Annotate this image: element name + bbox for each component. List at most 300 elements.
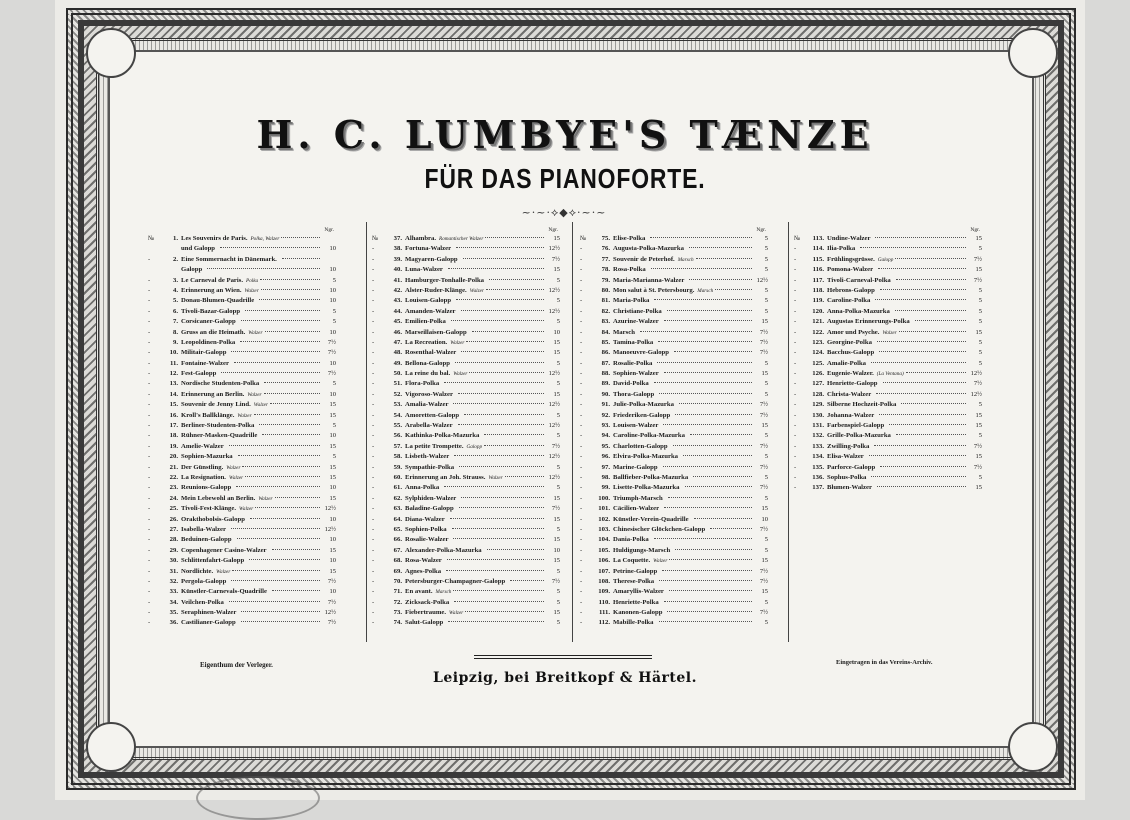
entry-number: 31. <box>169 567 178 575</box>
entry-number: 72. <box>393 598 402 606</box>
leader-dots <box>447 559 544 560</box>
entry-number: 109. <box>598 588 610 596</box>
entry-price: 5 <box>978 338 982 346</box>
entry-prefix: - <box>580 546 583 554</box>
entry-prefix: - <box>372 422 375 430</box>
leader-dots <box>860 247 966 248</box>
page-title: H. C. LUMBYE'S TÆNZE <box>256 112 874 157</box>
catalog-entry <box>372 379 560 389</box>
catalog-entry <box>372 411 560 421</box>
entry-title: Amaryllis-Walzer <box>613 588 664 596</box>
entry-title: Mon salut à St. Petersbourg. <box>613 286 695 294</box>
ngr-header: Ngr. <box>548 227 558 233</box>
leader-dots <box>505 476 544 477</box>
catalog-entry <box>372 359 560 369</box>
entry-genre: Galopp <box>466 443 483 450</box>
entry-prefix: - <box>372 525 375 533</box>
entry-title: Amalie-Polka <box>827 359 867 367</box>
catalog-entry <box>372 608 560 618</box>
entry-prefix: - <box>372 318 375 326</box>
entry-price: 7½ <box>551 577 560 585</box>
leader-dots <box>242 466 320 467</box>
entry-prefix: - <box>372 494 375 502</box>
entry-number: 108. <box>598 577 610 585</box>
entry-prefix: - <box>794 338 797 346</box>
entry-title: Sympathie-Polka <box>405 463 455 471</box>
entry-number: 24. <box>169 494 178 502</box>
leader-dots <box>679 403 752 404</box>
leader-dots <box>875 237 966 238</box>
entry-number: 35. <box>169 609 178 617</box>
entry-number: 92. <box>601 411 610 419</box>
catalog-entry <box>148 286 336 296</box>
catalog-entry <box>148 411 336 421</box>
leader-dots <box>455 362 544 363</box>
entry-price: 5 <box>978 349 982 357</box>
catalog-entry <box>372 276 560 286</box>
entry-title: Rosalie-Polka <box>613 359 653 367</box>
entry-number: 5. <box>172 297 178 305</box>
catalog-entry <box>794 452 982 462</box>
entry-title: Marine-Galopp <box>613 463 658 471</box>
leader-dots <box>895 310 966 311</box>
entry-prefix: - <box>580 286 583 294</box>
entry-prefix: - <box>580 598 583 606</box>
catalog-entry <box>580 400 768 410</box>
leader-dots <box>662 570 752 571</box>
entry-prefix: - <box>148 588 151 596</box>
leader-dots <box>464 414 544 415</box>
entry-price: 15 <box>329 401 336 409</box>
entry-price: 7½ <box>327 619 336 627</box>
entry-title: Christa-Walzer <box>827 390 872 398</box>
entry-title: Julie-Polka-Mazurka <box>613 401 674 409</box>
catalog-entry <box>580 598 768 608</box>
entry-title: Galopp <box>181 266 203 274</box>
entry-title: Salut-Galopp <box>405 619 444 627</box>
leader-dots <box>674 351 752 352</box>
leader-dots <box>220 247 320 248</box>
entry-number: 132. <box>812 432 824 440</box>
entry-price: 12½ <box>970 370 982 378</box>
entry-price: 15 <box>329 567 336 575</box>
entry-title: Schlittenfahrt-Galopp <box>181 557 245 565</box>
leader-dots <box>459 466 544 467</box>
entry-title: Rühner-Masken-Quadrille <box>181 432 258 440</box>
corner-ornament-top-right <box>1008 28 1058 78</box>
entry-prefix: - <box>794 411 797 419</box>
entry-prefix: - <box>372 245 375 253</box>
leader-dots <box>461 497 544 498</box>
catalog-entry <box>794 276 982 286</box>
entry-title: Augusta-Polka-Mazurka <box>613 245 684 253</box>
entry-title: Bacchus-Galopp <box>827 349 875 357</box>
entry-prefix: - <box>372 276 375 284</box>
entry-number: 61. <box>393 484 402 492</box>
entry-price: 5 <box>764 266 768 274</box>
entry-price: 5 <box>764 536 768 544</box>
entry-title: Les Souvenirs de Paris. <box>181 235 248 242</box>
entry-prefix: - <box>580 370 583 378</box>
catalog-entry <box>580 608 768 618</box>
entry-prefix: - <box>580 463 583 471</box>
entry-number: 82. <box>601 307 610 315</box>
entry-title: Seraphinen-Walzer <box>181 609 237 617</box>
entry-number: 99. <box>601 484 610 492</box>
entry-title: Reunions-Galopp <box>181 484 232 492</box>
entry-prefix: - <box>372 255 375 263</box>
entry-title: Hamburger-Tonhalle-Polka <box>405 276 485 284</box>
entry-number: 4. <box>172 286 178 294</box>
catalog-entry <box>580 577 768 587</box>
leader-dots <box>901 403 966 404</box>
entry-price: 5 <box>978 473 982 481</box>
entry-number: 30. <box>169 557 178 565</box>
entry-prefix: - <box>794 328 797 336</box>
entry-number: 83. <box>601 318 610 326</box>
entry-prefix: - <box>580 442 583 450</box>
entry-title: Souvenir de Peterhof. <box>613 255 675 263</box>
entry-price: 10 <box>329 557 336 565</box>
entry-price: 12½ <box>548 307 560 315</box>
entry-price: 15 <box>553 338 560 346</box>
leader-dots <box>869 455 966 456</box>
entry-title: Georgine-Polka <box>827 338 872 346</box>
catalog-entry <box>372 525 560 535</box>
entry-price: 15 <box>761 588 768 596</box>
entry-number: 16. <box>169 411 178 419</box>
catalog-entry <box>580 556 768 566</box>
corner-ornament-top-left <box>86 28 136 78</box>
leader-dots <box>664 372 752 373</box>
entry-number: 80. <box>601 286 610 294</box>
leader-dots <box>456 247 544 248</box>
entry-prefix: - <box>148 525 151 533</box>
entry-number: 18. <box>169 432 178 440</box>
entry-price: 5 <box>332 453 336 461</box>
entry-price: 5 <box>978 297 982 305</box>
entry-prefix: - <box>148 307 151 315</box>
entry-number: 124. <box>812 349 824 357</box>
leader-dots <box>689 247 752 248</box>
registration-note: Eingetragen in das Vereins-Archiv. <box>836 659 933 666</box>
entry-genre: Walzer <box>239 506 254 513</box>
leader-dots <box>461 310 544 311</box>
entry-price: 15 <box>553 390 560 398</box>
entry-price: 7½ <box>759 411 768 419</box>
entry-number: 53. <box>393 401 402 409</box>
entry-title: Johanna-Walzer <box>827 411 875 419</box>
leader-dots <box>458 424 544 425</box>
entry-number: 112. <box>598 619 610 627</box>
entry-prefix: - <box>580 619 583 627</box>
leader-dots <box>693 476 752 477</box>
entry-title: Alhambra. <box>405 235 437 242</box>
leader-dots <box>683 455 752 456</box>
catalog-entry <box>372 255 560 265</box>
entry-price: 7½ <box>327 598 336 606</box>
catalog-entry <box>372 328 560 338</box>
entry-genre: Walzer <box>453 371 468 378</box>
entry-title: Berliner-Studenten-Polka <box>181 422 255 430</box>
leader-dots <box>690 434 752 435</box>
catalog-entry <box>148 452 336 462</box>
entry-title: Elisa-Walzer <box>827 453 864 461</box>
entry-prefix: - <box>580 525 583 533</box>
entry-price: 7½ <box>327 370 336 378</box>
entry-price: 7½ <box>759 484 768 492</box>
entry-prefix: - <box>148 401 151 409</box>
entry-title: Maria-Marianna-Walzer <box>613 276 685 284</box>
catalog-entry <box>372 234 560 244</box>
entry-title: und Galopp <box>181 245 216 253</box>
entry-title: Orakthobolsis-Galopp <box>181 515 245 523</box>
catalog-entry <box>372 546 560 556</box>
leader-dots <box>453 538 544 539</box>
entry-price: 5 <box>764 235 768 242</box>
leader-dots <box>650 237 752 238</box>
leader-dots <box>715 289 752 290</box>
entry-number: 54. <box>393 411 402 419</box>
leader-dots <box>452 528 544 529</box>
entry-price: 15 <box>975 266 982 274</box>
entry-price: 5 <box>556 297 560 305</box>
entry-number: 127. <box>812 380 824 388</box>
entry-prefix: - <box>580 557 583 565</box>
catalog-entry <box>580 234 768 244</box>
entry-title: Mabille-Polka <box>613 619 654 627</box>
entry-prefix: - <box>148 297 151 305</box>
page-subtitle: FÜR DAS PIANOFORTE. <box>424 163 706 194</box>
entry-price: 7½ <box>759 349 768 357</box>
catalog-entry <box>148 234 336 244</box>
entry-prefix: - <box>372 328 375 336</box>
entry-prefix: - <box>148 359 151 367</box>
leader-dots <box>444 382 544 383</box>
entry-prefix: - <box>372 390 375 398</box>
entry-genre: Polka, Walzer <box>250 236 280 242</box>
entry-number: 134. <box>812 453 824 461</box>
entry-number: 114. <box>812 245 824 253</box>
entry-number: 49. <box>393 359 402 367</box>
entry-price: 5 <box>764 598 768 606</box>
entry-price: 15 <box>329 411 336 419</box>
entry-price: 7½ <box>973 255 982 263</box>
entry-price: 10 <box>329 588 336 596</box>
entry-number: 113. <box>812 235 824 242</box>
entry-number: 62. <box>393 494 402 502</box>
entry-prefix: - <box>794 266 797 274</box>
entry-prefix: - <box>372 598 375 606</box>
leader-dots <box>484 445 544 446</box>
catalog-entry <box>580 390 768 400</box>
entry-title: Louisen-Walzer <box>613 422 659 430</box>
entry-number: 33. <box>169 588 178 596</box>
catalog-entry <box>372 369 560 379</box>
entry-number: 9. <box>172 338 178 346</box>
entry-title: Caroline-Polka-Mazurka <box>613 432 685 440</box>
entry-price: 15 <box>329 494 336 502</box>
entry-number: 98. <box>601 473 610 481</box>
catalog-entry <box>148 494 336 504</box>
entry-price: 7½ <box>551 505 560 513</box>
entry-price: 5 <box>764 307 768 315</box>
entry-title: Militair-Galopp <box>181 349 227 357</box>
entry-number: 1. <box>172 235 178 242</box>
entry-genre: Marsch <box>697 287 714 294</box>
catalog-entry <box>580 296 768 306</box>
catalog-entry <box>372 348 560 358</box>
entry-price: 10 <box>329 286 336 294</box>
entry-number: 105. <box>598 546 610 554</box>
entry-number: 123. <box>812 338 824 346</box>
entry-price: 15 <box>553 557 560 565</box>
entry-prefix: - <box>372 307 375 315</box>
entry-prefix: - <box>794 442 797 450</box>
catalog-entry <box>372 421 560 431</box>
catalog-entry <box>372 452 560 462</box>
entry-prefix: - <box>372 619 375 627</box>
leader-dots <box>877 341 966 342</box>
entry-prefix: - <box>794 255 797 263</box>
leader-dots <box>245 310 320 311</box>
entry-title: Amalia-Walzer <box>405 401 449 409</box>
leader-dots <box>667 611 752 612</box>
entry-number: 34. <box>169 598 178 606</box>
leader-dots <box>876 393 966 394</box>
entry-price: 5 <box>764 255 768 263</box>
entry-price: 10 <box>761 515 768 523</box>
entry-number: 90. <box>601 390 610 398</box>
leader-dots <box>651 268 752 269</box>
entry-title: Chinesischer Glöckchen-Galopp <box>613 525 706 533</box>
catalog-column-3 <box>580 226 768 629</box>
catalog-entry <box>580 421 768 431</box>
entry-price: 5 <box>556 598 560 606</box>
leader-dots <box>871 362 966 363</box>
leader-dots <box>275 497 320 498</box>
leader-dots <box>675 414 752 415</box>
entry-price: 15 <box>761 422 768 430</box>
catalog-entry <box>580 379 768 389</box>
entry-title: Blumen-Walzer <box>827 484 872 492</box>
entry-title: Amelie-Walzer <box>181 442 224 450</box>
entry-price: 7½ <box>759 463 768 471</box>
leader-dots <box>659 393 752 394</box>
entry-prefix: - <box>580 505 583 513</box>
ngr-header: Ngr. <box>756 227 766 233</box>
entry-prefix: - <box>148 432 151 440</box>
catalog-entry <box>794 286 982 296</box>
entry-price: 15 <box>975 235 982 242</box>
leader-dots <box>234 362 320 363</box>
entry-title: Tivoli-Bazar-Galopp <box>181 307 241 315</box>
entry-price: 10 <box>329 390 336 398</box>
catalog-entry <box>148 556 336 566</box>
entry-prefix: - <box>580 390 583 398</box>
entry-number: 15. <box>169 401 178 409</box>
entry-prefix: - <box>794 286 797 294</box>
entry-number: 76. <box>601 245 610 253</box>
entry-prefix: - <box>580 567 583 575</box>
entry-title: Le Carneval de Paris. <box>181 276 244 284</box>
leader-dots <box>664 601 752 602</box>
entry-title: Gruss an die Heimath. <box>181 328 246 336</box>
leader-dots <box>241 611 320 612</box>
entry-prefix: - <box>794 380 797 388</box>
entry-prefix: - <box>148 255 151 263</box>
entry-number: 40. <box>393 266 402 274</box>
entry-prefix: - <box>372 411 375 419</box>
catalog-entry <box>794 359 982 369</box>
entry-price: 5 <box>978 245 982 253</box>
entry-price: 15 <box>975 422 982 430</box>
catalog-entry <box>372 431 560 441</box>
catalog-entry <box>372 473 560 483</box>
entry-number: 103. <box>598 525 610 533</box>
entry-prefix: - <box>148 515 151 523</box>
entry-number: 19. <box>169 442 178 450</box>
entry-number: 58. <box>393 453 402 461</box>
catalog-entry <box>372 400 560 410</box>
catalog-entry <box>580 411 768 421</box>
entry-title: Henriette-Polka <box>613 598 659 606</box>
entry-number: 13. <box>169 380 178 388</box>
entry-price: 15 <box>975 328 982 336</box>
catalog-entry <box>148 535 336 545</box>
catalog-entry <box>372 515 560 525</box>
entry-prefix: - <box>372 286 375 294</box>
entry-title: Rosalie-Walzer <box>405 536 449 544</box>
leader-dots <box>259 299 320 300</box>
leader-dots <box>654 538 752 539</box>
entry-price: 15 <box>329 442 336 450</box>
leader-dots <box>668 497 752 498</box>
leader-dots <box>446 570 544 571</box>
entry-prefix: - <box>372 349 375 357</box>
entry-title: Henriette-Galopp <box>827 380 878 388</box>
catalog-entry <box>372 442 560 452</box>
catalog-entry <box>794 400 982 410</box>
leader-dots <box>461 351 544 352</box>
catalog-column-1 <box>148 226 336 629</box>
leader-dots <box>667 310 752 311</box>
entry-number: 25. <box>169 505 178 513</box>
catalog-entry <box>372 598 560 608</box>
leader-dots <box>282 258 320 259</box>
catalog-column-2 <box>372 226 560 629</box>
corner-ornament-bottom-left <box>86 722 136 772</box>
catalog-entry <box>148 515 336 525</box>
catalog-entry <box>148 400 336 410</box>
leader-dots <box>659 621 753 622</box>
library-stamp <box>196 776 320 820</box>
entry-title: En avant. <box>405 588 433 596</box>
entry-prefix: - <box>148 453 151 461</box>
entry-prefix: - <box>580 401 583 409</box>
entry-prefix: - <box>148 567 151 575</box>
catalog-entry <box>794 463 982 473</box>
entry-number: 94. <box>601 432 610 440</box>
leader-dots <box>878 268 966 269</box>
entry-price: 5 <box>764 473 768 481</box>
entry-number: 20. <box>169 453 178 461</box>
catalog-entry <box>148 431 336 441</box>
entry-price: 5 <box>764 453 768 461</box>
entry-title: Therese-Polka <box>613 577 655 585</box>
leader-dots <box>448 621 544 622</box>
entry-price: 5 <box>556 484 560 492</box>
